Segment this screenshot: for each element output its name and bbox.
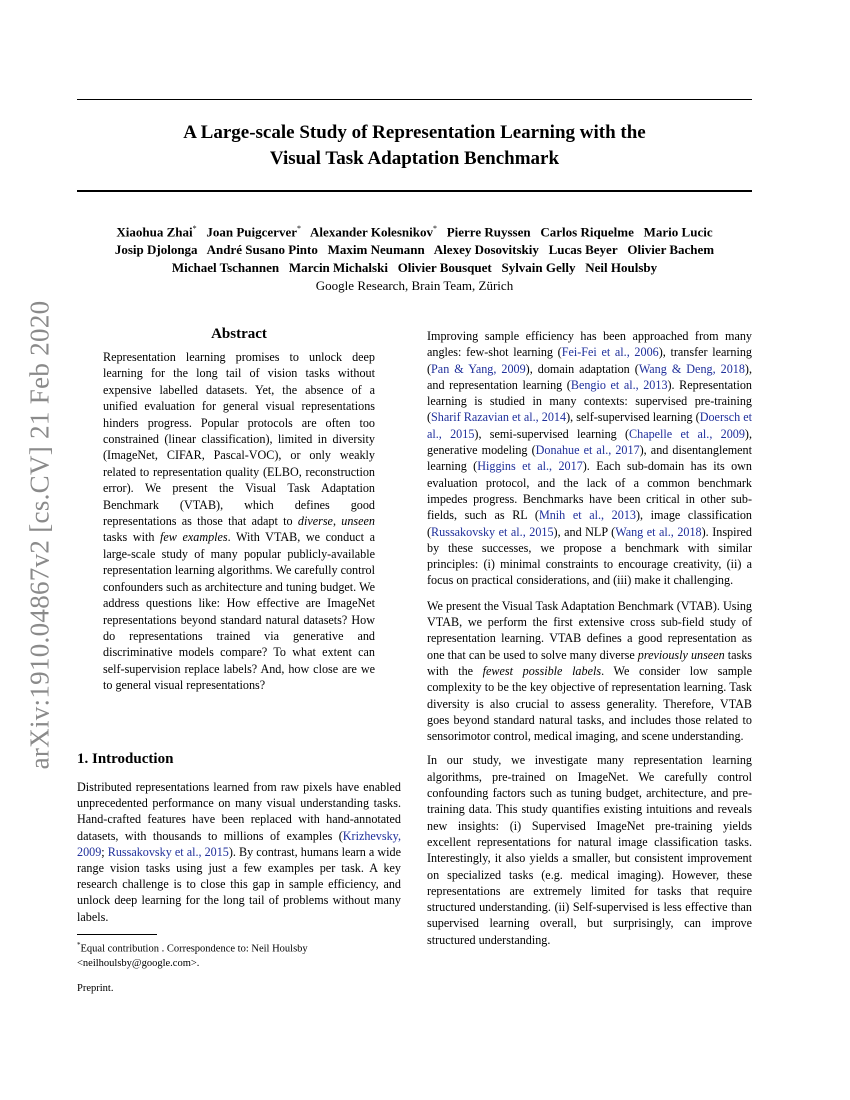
authors-line-1 (77, 220, 752, 241)
author: Joan Puigcerver (206, 224, 297, 240)
footnote: *Equal contribution . Correspondence to: Neil Houlsby <neilhoulsby@google.com>. (77, 941, 308, 969)
paragraph-vtab: We present the Visual Task Adaptation Benchmark (VTAB). Using VTAB, we perform the first extensive cross sub-field study of representation learning. VTAB defines a good representation as one that can be used to solve many diverse previously unseen tasks with the fewest possible labels. We consider low sample complexity to be the key objective of representation learning. Task diversity is also crucial to assess generality. Therefore, VTAB goes beyond standard natural tasks, and includes those related to sensorimotor control, medical imaging, and scene understanding. (427, 598, 752, 744)
author: André Susano Pinto (206, 242, 318, 258)
citation-link[interactable]: Sharif Razavian et al., 2014 (431, 410, 567, 425)
title-line-1: A Large-scale Study of Representation Learning with the (183, 122, 646, 143)
author-list (77, 220, 752, 277)
author: Maxim Neumann (327, 242, 425, 258)
author: Alexey Dosovitskiy (433, 242, 539, 258)
citation-link[interactable]: Wang et al., 2018 (615, 524, 702, 539)
author: Carlos Riquelme (540, 224, 634, 240)
title-line-2: Visual Task Adaptation Benchmark (269, 148, 560, 169)
paragraph-motivation: Improving sample efficiency has been approached from many angles: few-shot learning (Fei-Fei et al., 2006), transfer learning (Pan & Yang, 2009), domain adaptation (Wang & Deng, 2018), and representation learning (Bengio et al., 2013). Representation learning is studied in many contexts: supervised pre-training (Sharif Razavian et al., 2014), self-supervised learning (Doersch et al., 2015), semi-supervised learning (Chapelle et al., 2009), generative modeling (Donahue et al., 2017), and disentanglement learning (Higgins et al., 2017). Each sub-domain has its own evaluation protocol, and the lack of a common benchmark impedes progress. Benchmarks have been critical in other sub-fields, such as RL (Mnih et al., 2013), image classification (Russakovsky et al., 2015), and NLP (Wang et al., 2018). Inspired by these successes, we propose a benchmark with similar principles: (i) minimal constraints to encourage creativity, (ii) a focus on practical considerations, and (iii) make it challenging. (427, 329, 753, 588)
abstract-heading: Abstract (211, 326, 267, 342)
citation-link[interactable]: Higgins et al., 2017 (477, 459, 583, 474)
title-rule-bottom (77, 190, 752, 192)
equal-contribution-mark: * (432, 224, 437, 233)
paragraph-study: In our study, we investigate many representation learning algorithms, pre-trained on ImageNet. We carefully control confounding factors such as tuning budget, architecture, and pre-training data. This study quantifies existing intuitions and reveals new insights: (i) Supervised ImageNet pre-training yields excellent representations for natural image classification tasks. Interestingly, it also yields a smaller, but consistent improvement on specialized tasks (e.g. medical imaging). However, these representations are extremely limited for tasks that require structured understanding. (ii) Self-supervised is less effective than supervised learning overall, but surprisingly, can improve structured understanding. (427, 753, 752, 947)
author: Lucas Beyer (548, 242, 618, 258)
author: Alexander Kolesnikov (310, 224, 433, 240)
citation-link[interactable]: Mnih et al., 2013 (538, 508, 636, 523)
citation-link[interactable]: Fei-Fei et al., 2006 (561, 345, 659, 360)
preprint-label: Preprint. (77, 983, 114, 994)
introduction-body: Distributed representations learned from raw pixels have enabled unprecedented performance on many visual understanding tasks. Hand-crafted features have been replaced with hand-annotated datasets, with thousands to millions of examples (Krizhevsky, 2009; Russakovsky et al., 2015). By contrast, humans learn a wide range vision tasks using just a few examples per task. A key research challenge is to close this gap in sample efficiency, and unlock deep learning for the long tail of problems without many labels. (77, 780, 401, 924)
citation-link[interactable]: Wang & Deng, 2018 (638, 361, 745, 376)
author: Xiaohua Zhai (116, 224, 193, 240)
author: Marcin Michalski (288, 260, 388, 276)
author: Sylvain Gelly (501, 260, 576, 276)
citation-link[interactable]: Bengio et al., 2013 (570, 377, 668, 392)
authors-line-3 (77, 259, 752, 277)
citation-link[interactable]: Krizhevsky, 2009 (77, 828, 401, 859)
right-column (427, 328, 752, 956)
author: Neil Houlsby (585, 260, 658, 276)
affiliation: Google Research, Brain Team, Zürich (315, 278, 514, 293)
authors-line-2 (77, 241, 752, 259)
equal-contribution-mark: * (192, 224, 197, 233)
paper-title (77, 120, 752, 172)
equal-contribution-mark: * (297, 224, 301, 233)
author: Michael Tschannen (171, 260, 280, 276)
footnote-rule (77, 934, 157, 935)
citation-link[interactable]: Chapelle et al., 2009 (629, 426, 745, 441)
citation-link[interactable]: Russakovsky et al., 2015 (431, 524, 554, 539)
abstract-body: Representation learning promises to unlock deep learning for the long tail of vision tasks without expensive labelled datasets. Yet, the absence of a unified evaluation for general visual representations hinders progress. Popular protocols are often too constrained (linear classification), limited in diversity (ImageNet, CIFAR, Pascal-VOC), or only weakly related to representation quality (ELBO, reconstruction error). We present the Visual Task Adaptation Benchmark (VTAB), which defines good representations as those that adapt to diverse, unseen tasks with few examples. With VTAB, we conduct a large-scale study of many popular publicly-available representation learning algorithms. We carefully control confounders such as architecture and tuning budget. We address questions like: How effective are ImageNet representations beyond standard natural datasets? How do representations trained via generative and discriminative models compare? To what extent can self-supervision replace labels? And, how close are we to general visual representations? (103, 350, 375, 693)
author: Olivier Bachem (627, 242, 715, 258)
title-rule-top (77, 99, 752, 100)
author: Olivier Bousquet (397, 260, 492, 276)
citation-link[interactable]: Pan & Yang, 2009 (431, 361, 526, 376)
author: Mario Lucic (643, 224, 713, 240)
author: Pierre Ruyssen (446, 224, 531, 240)
citation-link[interactable]: Russakovsky et al., 2015 (107, 844, 229, 859)
author: Josip Djolonga (114, 242, 198, 258)
introduction-heading: 1. Introduction (77, 751, 174, 767)
citation-link[interactable]: Doersch et al., 2015 (427, 410, 753, 441)
citation-link[interactable]: Donahue et al., 2017 (535, 443, 640, 458)
arxiv-identifier[interactable]: arXiv:1910.04867v2 [cs.CV] 21 Feb 2020 (24, 300, 55, 770)
